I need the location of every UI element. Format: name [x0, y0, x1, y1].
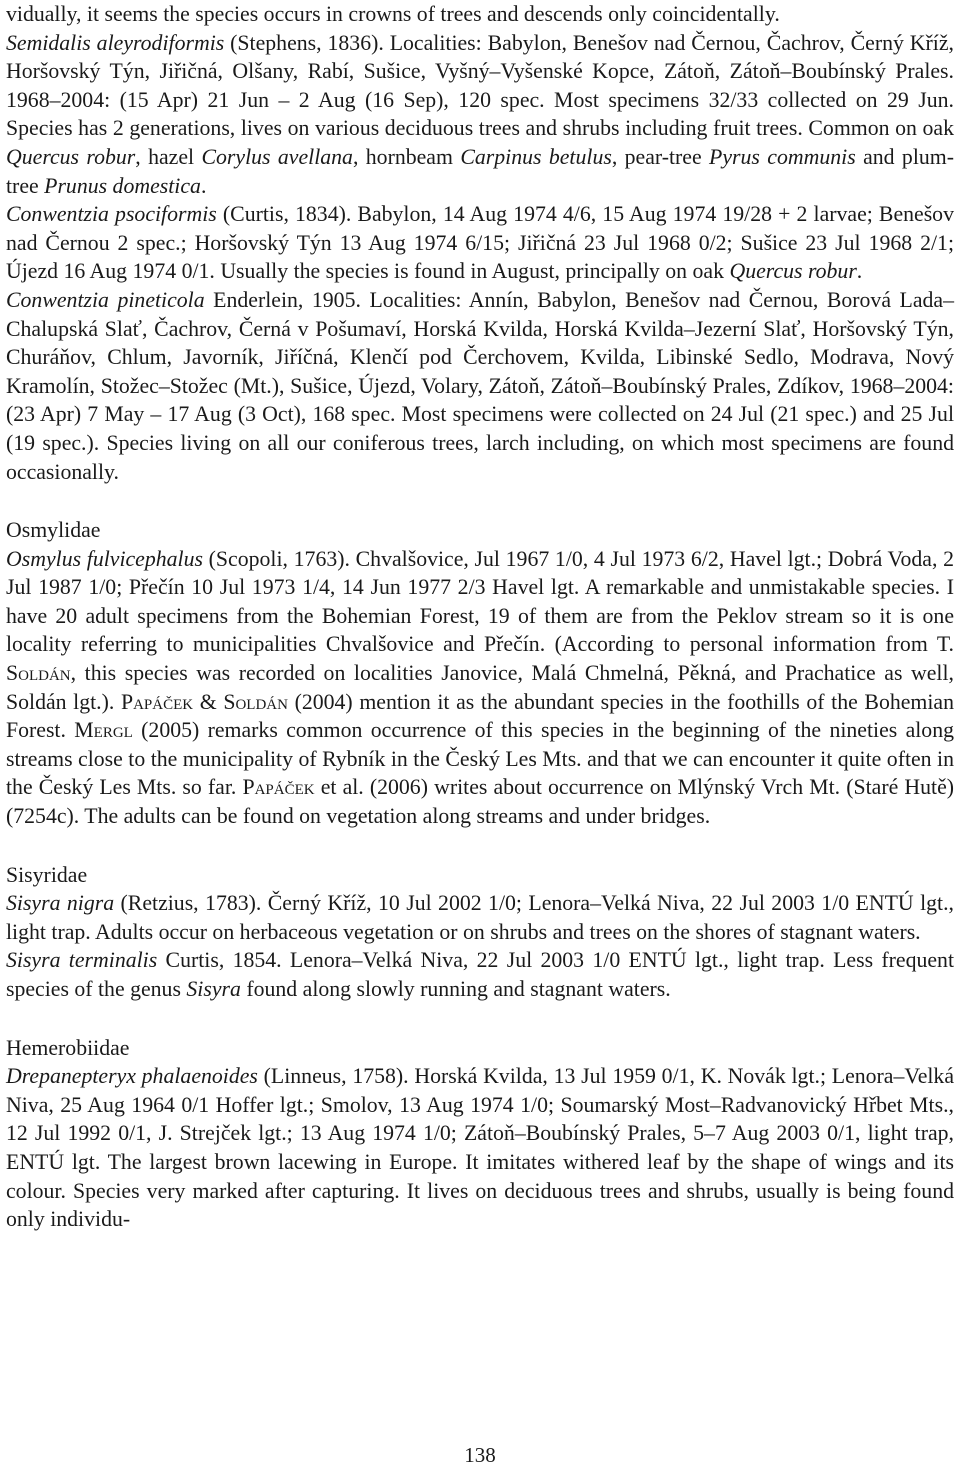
- text-run: &: [193, 689, 224, 714]
- text-run: found along slowly running and stagnant waters.: [240, 977, 671, 1001]
- text-run: and plum-tree: [6, 144, 954, 198]
- taxon-name: Conwentzia pineticola: [6, 287, 205, 312]
- author-name: Papáček: [242, 775, 315, 800]
- text-run: Osmylidae: [6, 518, 101, 543]
- text-run: , this species was recorded on localities Janovice, Malá Chmelná, Pěkná, and Prachatice as well, Soldán lgt.).: [6, 661, 954, 714]
- taxon-name: Corylus avellana: [201, 144, 353, 169]
- text-run: , pear-tree: [611, 144, 710, 169]
- text-run: .: [856, 259, 863, 284]
- taxon-name: Prunus domestica: [44, 173, 201, 198]
- text-run: (Curtis, 1834). Babylon, 14 Aug 1974 4/6, 15 Aug 1974 19/28 + 2 larvae; Benešov nad Černou 2 spec.; Horšovský Týn 13 Aug 1974 6/15; Jiřičná 23 Jul 1968 0/2; Sušice 23 Jul 1968 2/1; Újezd 16 Aug 1974 0/1. Usually the species is found in August, principally on oak: [6, 202, 954, 284]
- taxon-name: Pyrus communis: [709, 144, 856, 169]
- species-paragraph: [6, 29, 954, 201]
- text-run: Enderlein, 1905. Localities: Annín, Babylon, Benešov nad Černou, Borová Lada–Chalupská Slať, Čachrov, Černá v Pošumaví, Horská Kvilda, Horská Kvilda–Jezerní Slať, Horšovský Týn, Churáňov, Chlum, Javorník, Jiříčná, Klenčí pod Čerchovem, Kvilda, Libinské Sedlo, Modrava, Nový Kramolín, Stožec–Stožec (Mt.), Sušice, Újezd, Volary, Zátoň, Zátoň–Boubínský Prales, Zdíkov, 1968–2004: (23 Apr) 7 May – 17 Aug (3 Oct), 168 spec. Most specimens were collected on 24 Jul (21 spec.) and 25 Jul (19 spec.). Species living on all our coniferous trees, larch including, on which most specimens are found occasionally.: [6, 287, 954, 484]
- text-run: (Scopoli, 1763). Chvalšovice, Jul 1967 1/0, 4 Jul 1973 6/2, Havel lgt.; Dobrá Voda, 2 Jul 1987 1/0; Přečín 10 Jul 1973 1/4, 14 Jun 1977 2/3 Havel lgt. A remarkable and unmistakable species. I have 20 adult specimens from the Bohemian Forest, 19 of them are from the Peklov stream so it is one locality referring to municipalities Chvalšovice and Přečín. (According to personal information from T.: [6, 546, 954, 657]
- text-run: (Stephens, 1836). Localities: Babylon, Benešov nad Černou, Čachrov, Černý Kříž, Horšovský Týn, Jiřičná, Olšany, Rabí, Sušice, Vyšný–Vyšenské Kopce, Zátoň, Zátoň–Boubínský Prales. 1968–2004: (15 Apr) 21 Jun – 2 Aug (16 Sep), 120 spec. Most specimens 32/33 collected on 29 Jun. Species has 2 generations, lives on various deciduous trees and shrubs including fruit trees. Common on oak: [6, 30, 954, 141]
- species-paragraph: [6, 200, 954, 286]
- species-paragraph: [6, 286, 954, 486]
- author-name: Papáček: [120, 689, 194, 714]
- taxon-name: Sisyra nigra: [6, 891, 115, 916]
- text-run: Curtis, 1854. Lenora–Velká Niva, 22 Jul 2003 1/0 ENTÚ lgt., light trap. Less frequent species of the genus: [6, 948, 955, 1001]
- taxon-name: Carpinus betulus: [460, 144, 612, 169]
- text-run: et al. (2006) writes about occurrence on Mlýnský Vrch Mt. (Staré Hutě) (7254c). The adults can be found on vegetation along streams and under bridges.: [6, 775, 954, 829]
- text-run: Sisyridae: [6, 862, 88, 887]
- text-run: vidually, it seems the species occurs in crowns of trees and descends only coincidentally.: [6, 2, 780, 26]
- text-run: (Retzius, 1783). Černý Kříž, 10 Jul 2002 1/0; Lenora–Velká Niva, 22 Jul 2003 1/0 ENTÚ lgt., light trap. Adults occur on herbaceous vegetation or on shrubs and trees on the shores of stagnant waters.: [6, 891, 954, 944]
- section-gap: [6, 1004, 954, 1034]
- text-run: Hemerobiidae: [6, 1035, 130, 1060]
- family-heading: [6, 861, 954, 890]
- taxon-name: Quercus robur: [729, 259, 857, 284]
- species-paragraph: [6, 545, 954, 831]
- section-gap: [6, 486, 954, 516]
- text-run: .: [200, 173, 207, 198]
- section-gap: [6, 831, 954, 861]
- author-name: Mergl: [74, 718, 133, 743]
- taxon-name: Sisyra terminalis: [6, 948, 158, 973]
- taxon-name: Sisyra: [186, 977, 241, 1001]
- document-body: [6, 0, 954, 1234]
- taxon-name: Conwentzia psociformis: [6, 202, 217, 227]
- taxon-name: Osmylus fulvicephalus: [6, 546, 203, 571]
- page-number: 138: [464, 1443, 496, 1467]
- species-paragraph: [6, 1062, 954, 1234]
- text-run: , hornbeam: [352, 144, 461, 169]
- taxon-name: Quercus robur: [6, 144, 136, 169]
- family-heading: [6, 516, 954, 545]
- family-heading: [6, 1034, 954, 1063]
- author-name: Soldán: [6, 661, 71, 686]
- taxon-name: Semidalis aleyrodiformis: [6, 30, 225, 55]
- author-name: Soldán: [223, 689, 288, 714]
- text-run: (2004) mention it as the abundant species in the foothills of the Bohemian Forest.: [6, 689, 954, 743]
- species-paragraph: [6, 946, 954, 1003]
- text-run: (Linneus, 1758). Horská Kvilda, 13 Jul 1959 0/1, K. Novák lgt.; Lenora–Velká Niva, 25 Aug 1964 0/1 Hoffer lgt.; Smolov, 13 Aug 1974 1/0; Soumarský Most–Radvanovický Hřbet Mts., 12 Jul 1992 0/1, J. Strejček lgt.; 13 Aug 1974 1/0; Zátoň–Boubínský Prales, 5–7 Aug 2003 0/1, light trap, ENTÚ lgt. The largest brown lacewing in Europe. It imitates withered leaf by the shape of wings and its colour. Species very marked after capturing. It lives on deciduous trees and shrubs, usually is being found only individu-: [6, 1064, 954, 1232]
- text-run: , hazel: [135, 144, 202, 169]
- species-paragraph: [6, 0, 954, 29]
- taxon-name: Drepanepteryx phalaenoides: [6, 1064, 258, 1089]
- species-paragraph: [6, 889, 954, 946]
- text-run: (2005) remarks common occurrence of this species in the beginning of the nineties along streams close to the municipality of Rybník in the Český Les Mts. and that we can encounter it quite often in the Český Les Mts. so far.: [6, 718, 954, 800]
